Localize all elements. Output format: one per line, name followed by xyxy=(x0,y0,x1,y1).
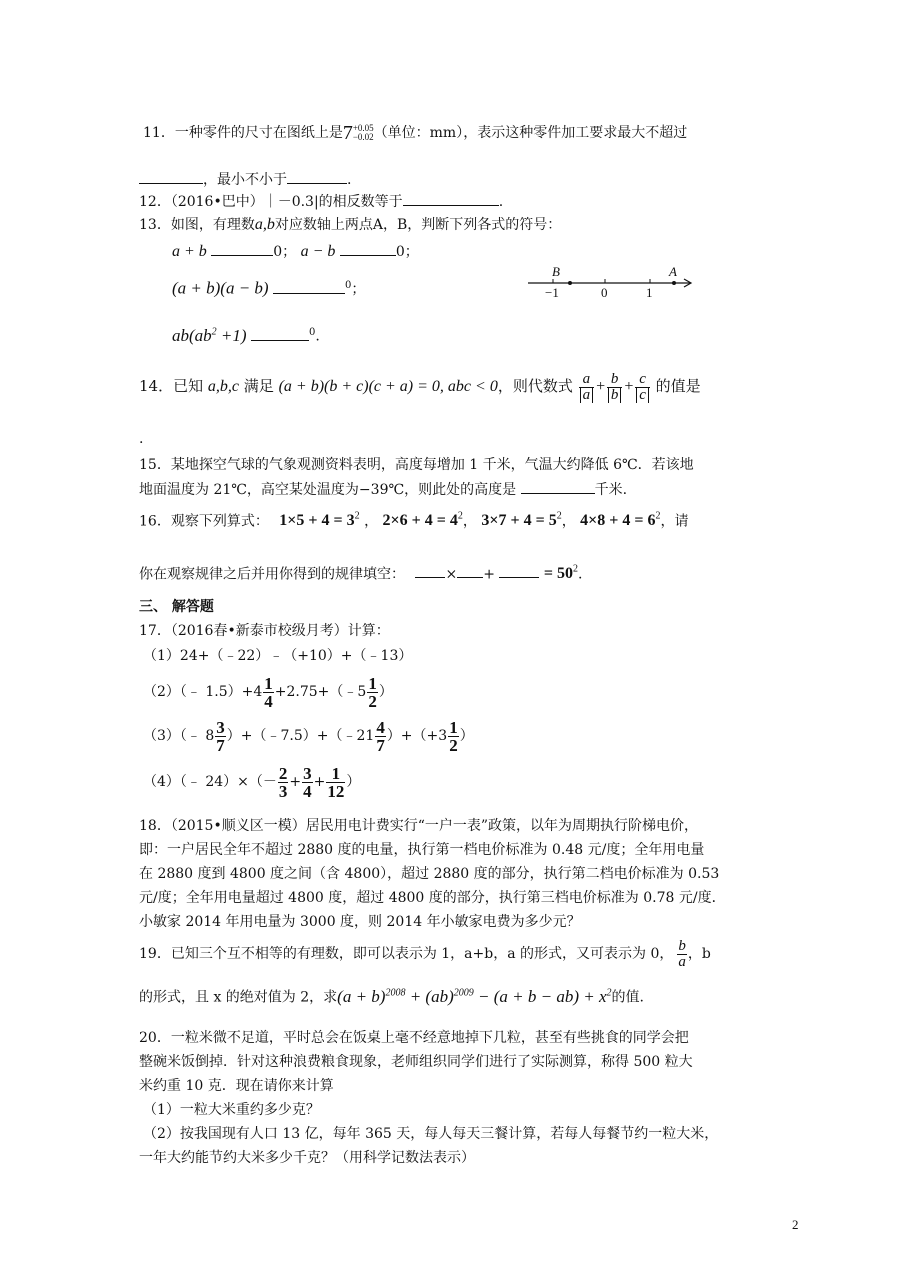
section-heading: 三、 解答题 xyxy=(139,599,214,615)
q14-tail: . xyxy=(139,431,144,447)
answer-blank[interactable] xyxy=(499,564,539,578)
fraction: $\frac{1}{2}$ xyxy=(449,717,458,755)
q17-part2: （2）（﹣ 1.5）+4 $\frac{1}{4}$ +2.75+（﹣5 $\frac{1}{2}$ ） xyxy=(143,673,393,711)
q16-line2: 你在观察规律之后并用你得到的规律填空： × + = $50^2$. xyxy=(139,564,583,583)
q15-line2: 地面温度为 21℃，高空某处温度为−39℃，则此处的高度是 千米. xyxy=(139,482,628,498)
q17-part3: （3）（﹣ 8 $\frac{3}{7}$ ）+（﹣7.5）+（﹣21 $\frac{4}{7}$ ）+（+3 $\frac{1}{2}$ ） xyxy=(143,717,474,755)
fraction: $\frac{3}{7}$ xyxy=(216,717,225,755)
q12: 12．（2016•巴中）｜－0.3|的相反数等于 . xyxy=(139,194,504,210)
q14: 14．已知 a,b,c 满足 (a + b)(b + c)(c + a) = 0, abc < 0，则代数式 $\frac{a}{a}$ + $\frac{b}{b}$ + $\frac{c}{c}$ 的值是 xyxy=(139,370,701,403)
q18-line: 元/度；全年用电量超过 4800 度，超过 4800 度的部分，执行第三档电价标准为 0.78 元/度． xyxy=(139,890,726,906)
answer-blank[interactable] xyxy=(403,192,499,206)
q18-line: 在 2880 度到 4800 度之间（含 4800），超过 2880 度的部分，执行第二档电价标准为 0.53 xyxy=(139,866,720,882)
q18-line: 18．（2015•顺义区一模）居民用电计费实行“一户一表”政策，以年为周期执行阶梯电价， xyxy=(139,818,699,834)
q19-line1: 19．已知三个互不相等的有理数，即可以表示为 1，a+b，a 的形式，又可表示为 0， $\frac{b}{a}$ ，b xyxy=(139,937,711,970)
label-a: A xyxy=(669,264,677,279)
q20-line: （2）按我国现有人口 13 亿，每年 365 天，每人每天三餐计算，若每人每餐节约一粒大米， xyxy=(143,1126,719,1142)
q13-row3: $ab(ab^2 +1)$ $^0$. xyxy=(172,325,320,345)
fraction: $\frac{1}{2}$ xyxy=(368,673,377,711)
point-b xyxy=(568,281,572,285)
answer-blank[interactable] xyxy=(251,327,309,341)
point-a xyxy=(672,281,676,285)
q17-title: 17．（2016春•新泰市校级月考）计算： xyxy=(139,623,390,639)
q20-line: 米约重 10 克．现在请你来计算 xyxy=(139,1078,334,1094)
answer-blank[interactable] xyxy=(287,170,347,184)
q16-line1: 16．观察下列算式： $1\times 5 + 4 = 3^2$ ， $2\times 6 + 4 = 4^2$， $3\times 7 + 4 = 5^2$， $4\times 8 + 4 = 6^2$，请 xyxy=(139,511,689,530)
q18-line: 即：一户居民全年不超过 2880 度的电量，执行第一档电价标准为 0.48 元/度；全年用电量 xyxy=(139,842,705,858)
fraction: $\frac{4}{7}$ xyxy=(376,717,385,755)
tick-label-zero: 0 xyxy=(601,285,608,300)
answer-blank[interactable] xyxy=(340,242,396,256)
page-number: 2 xyxy=(792,1217,799,1232)
q13-row2: (a + b)(a − b) $^0$； xyxy=(172,278,366,298)
fraction-c-over-abs-c: $\frac{c}{c}$ xyxy=(635,372,650,403)
fraction: $\frac{3}{4}$ xyxy=(303,763,312,801)
answer-blank[interactable] xyxy=(211,242,273,256)
q20-line: 一年大约能节约大米多少千克？（用科学记数法表示） xyxy=(139,1150,475,1166)
q19-line2: 的形式，且 x 的绝对值为 2，求$(a + b)^{2008} + (ab)^{2009} - (a + b - ab) + x^2$的值. xyxy=(139,986,644,1006)
fraction-a-over-abs-a: $\frac{a}{a}$ xyxy=(579,372,595,403)
tick-label-minus-one: −1 xyxy=(545,285,559,300)
fraction: $\frac{2}{3}$ xyxy=(278,763,288,801)
answer-blank[interactable] xyxy=(139,170,203,184)
answer-blank[interactable] xyxy=(415,564,445,578)
answer-blank[interactable] xyxy=(457,564,483,578)
q13-question: 13．如图，有理数a,b对应数轴上两点A，B，判断下列各式的符号： xyxy=(139,216,562,233)
number-line-diagram xyxy=(520,262,700,302)
answer-blank[interactable] xyxy=(521,480,595,494)
q11-text: 11．一种零件的尺寸在图纸上是 xyxy=(143,125,343,141)
fraction-b-over-a: $\frac{b}{a}$ xyxy=(678,937,686,970)
q20-line: 20．一粒米微不足道，平时总会在饭桌上毫不经意地掉下几粒，甚至有些挑食的同学会把 xyxy=(139,1030,689,1046)
q11-line1: 11．一种零件的尺寸在图纸上是 7 +0.05 −0.02 （单位：mm），表示这种零件加工要求最大不超过 xyxy=(143,122,688,144)
q17-part1: （1）24+（﹣22）﹣（+10）+（﹣13） xyxy=(143,648,413,664)
q20-line: 整碗米饭倒掉．针对这种浪费粮食现象，老师组织同学们进行了实际测算，称得 500 粒大 xyxy=(139,1054,693,1070)
q20-line: （1）一粒大米重约多少克？ xyxy=(143,1102,320,1118)
q18-line: 小敏家 2014 年用电量为 3000 度，则 2014 年小敏家电费为多少元？ xyxy=(139,914,581,930)
fraction: $\frac{1}{4}$ xyxy=(264,673,273,711)
fraction: $\frac{1}{12}$ xyxy=(327,763,345,801)
tolerance-expression: 7 +0.05 −0.02 xyxy=(342,122,374,144)
answer-blank[interactable] xyxy=(273,280,345,294)
tick-label-one: 1 xyxy=(646,285,653,300)
q11-line2: ，最小不小于 . xyxy=(139,170,351,189)
fraction-b-over-abs-b: $\frac{b}{b}$ xyxy=(607,372,623,403)
q13-row1: a + b 0； a − b 0； xyxy=(172,243,419,260)
label-b: B xyxy=(552,264,560,279)
q17-part4: （4）（﹣ 24）×（－ $\frac{2}{3}$ + $\frac{3}{4}$ + $\frac{1}{12}$ ） xyxy=(143,763,361,801)
q15-line1: 15．某地探空气球的气象观测资料表明，高度每增加 1 千米，气温大约降低 6℃．若该地 xyxy=(139,457,694,473)
